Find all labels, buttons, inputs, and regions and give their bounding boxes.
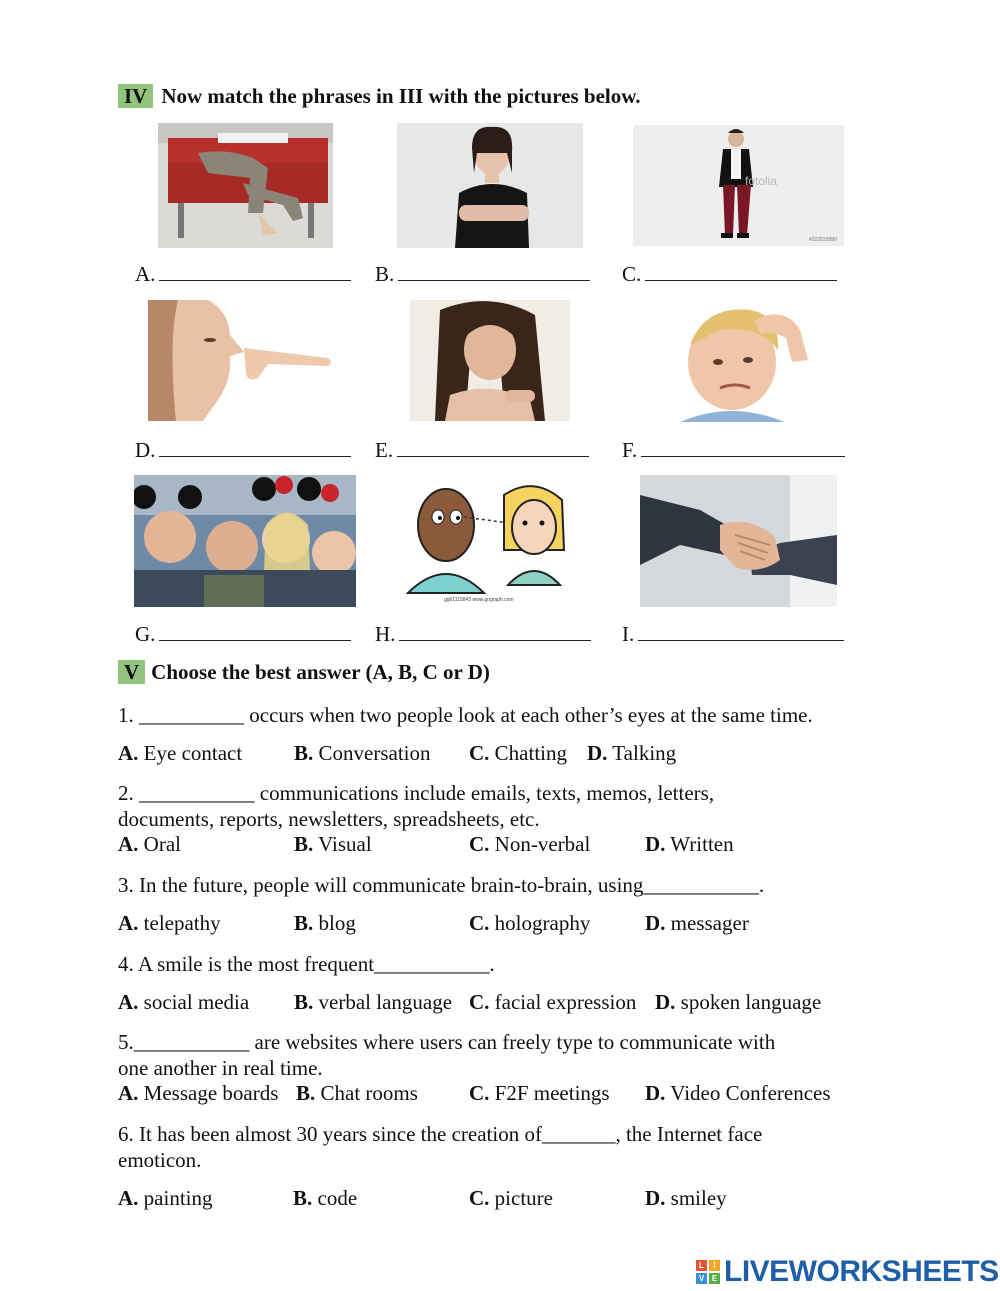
boy-scratching-head-photo [660,300,816,422]
q4-option-d[interactable]: D. spoken language [655,990,822,1014]
section-4-badge: IV [118,84,153,108]
man-standing-posing-photo [633,125,844,246]
logo-mark-icon: L I V E [696,1260,720,1284]
answer-slot-h[interactable] [375,622,591,647]
letter-g: G. [135,622,156,646]
woman-playing-hair-photo [410,300,570,421]
question-2-line-2: documents, reports, newsletters, spreadsheets, etc. [118,807,540,831]
q1-option-d[interactable]: D. Talking [587,741,677,765]
q6-option-a[interactable]: A. painting [118,1186,213,1210]
q5-option-d[interactable]: D. Video Conferences [645,1081,831,1105]
question-6-line-2: emoticon. [118,1148,202,1172]
question-5-line-2: one another in real time. [118,1056,323,1080]
q2-option-c[interactable]: C. Non-verbal [469,832,591,856]
answer-slot-a[interactable] [135,262,351,287]
handshake-photo [640,475,837,607]
section-5-title: Choose the best answer (A, B, C or D) [151,660,490,684]
q1-option-c[interactable]: C. Chatting [469,741,568,765]
answer-slot-d[interactable] [135,438,351,463]
section-4-title: Now match the phrases in III with the pictures below. [161,84,641,108]
q6-option-c[interactable]: C. picture [469,1186,553,1210]
woman-touching-nose-photo [148,300,340,421]
letter-d: D. [135,438,156,462]
q5-option-a[interactable]: A. Message boards [118,1081,279,1105]
letter-e: E. [375,438,394,462]
letter-h: H. [375,622,396,646]
people-sitting-legs-crossed-photo [158,123,333,248]
q3-option-d[interactable]: D. messager [645,911,749,935]
logo-text: LIVEWORKSHEETS [724,1255,999,1288]
q4-option-a[interactable]: A. social media [118,990,250,1014]
section-5-heading [118,660,490,685]
letter-i: I. [622,622,635,646]
section-4-heading [118,84,640,109]
question-5-line-1: 5.___________ are websites where users can freely type to communicate with [118,1030,776,1054]
stock-id-watermark: #222532890 [809,237,837,243]
cartoon-eye-contact-illustration [404,475,569,605]
liveworksheets-logo[interactable] [696,1255,999,1289]
q2-option-a[interactable]: A. Oral [118,832,181,856]
answer-slot-b[interactable] [375,262,590,287]
q3-option-b[interactable]: B. blog [294,911,356,935]
q6-option-d[interactable]: D. smiley [645,1186,727,1210]
q4-option-c[interactable]: C. facial expression [469,990,637,1014]
question-3: 3. In the future, people will communicate brain-to-brain, using___________. [118,873,765,897]
q1-option-a[interactable]: A. Eye contact [118,741,243,765]
q2-option-b[interactable]: B. Visual [294,832,372,856]
q5-option-c[interactable]: C. F2F meetings [469,1081,610,1105]
q5-option-b[interactable]: B. Chat rooms [296,1081,418,1105]
fotolia-watermark: fotolia [745,174,778,188]
letter-f: F. [622,438,638,462]
question-2-line-1: 2. ___________ communications include emails, texts, memos, letters, [118,781,715,805]
section-5-badge: V [118,660,145,684]
answer-slot-i[interactable] [622,622,844,647]
letter-b: B. [375,262,395,286]
letter-c: C. [622,262,642,286]
q3-option-a[interactable]: A. telepathy [118,911,221,935]
q4-option-b[interactable]: B. verbal language [294,990,453,1014]
q6-option-b[interactable]: B. code [293,1186,358,1210]
answer-slot-e[interactable] [375,438,589,463]
question-6-line-1: 6. It has been almost 30 years since the creation of_______, the Internet face [118,1122,763,1146]
group-smiling-photo [134,475,356,607]
answer-slot-f[interactable] [622,438,845,463]
letter-a: A. [135,262,156,286]
answer-slot-c[interactable] [622,262,837,287]
q1-option-b[interactable]: B. Conversation [294,741,431,765]
woman-arms-crossed-photo [397,123,583,248]
question-4: 4. A smile is the most frequent___________. [118,952,495,976]
question-1: 1. __________ occurs when two people look at each other’s eyes at the same time. [118,703,813,727]
gograph-caption: gg61115843 www.gograph.com [444,597,514,603]
q3-option-c[interactable]: C. holography [469,911,591,935]
answer-slot-g[interactable] [135,622,351,647]
q2-option-d[interactable]: D. Written [645,832,734,856]
